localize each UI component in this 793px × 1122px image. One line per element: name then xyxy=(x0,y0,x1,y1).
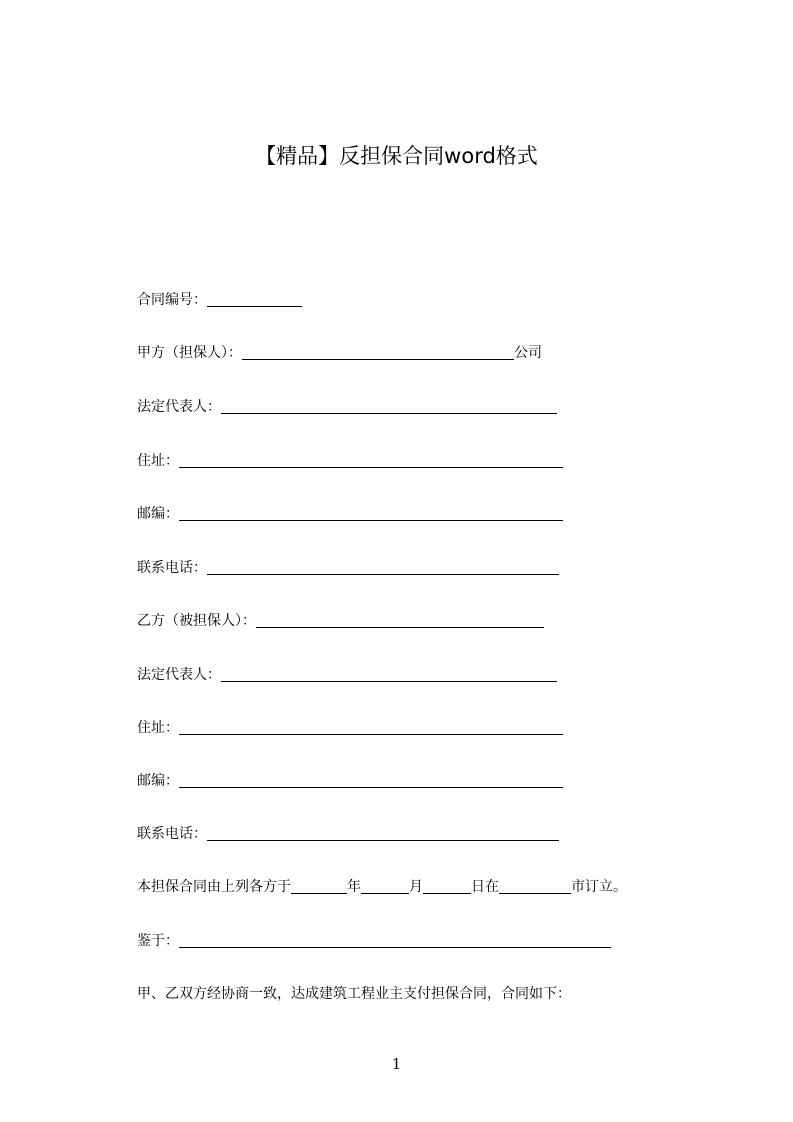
legal-rep-b-line xyxy=(137,665,557,685)
signing-prefix: 本担保合同由上列各方于 xyxy=(137,879,291,895)
signing-year-label: 年 xyxy=(347,879,361,895)
party-b-label: 乙方（被担保人）： xyxy=(137,613,256,629)
address-b-label: 住址： xyxy=(137,720,179,736)
whereas-line xyxy=(137,931,611,951)
postcode-b-line xyxy=(137,771,563,791)
whereas-label: 鉴于： xyxy=(137,933,179,949)
signing-day-label: 日在 xyxy=(471,879,499,895)
address-a-line xyxy=(137,451,563,471)
postcode-b-blank[interactable] xyxy=(179,773,563,788)
signing-month-label: 月 xyxy=(409,879,423,895)
party-a-line xyxy=(137,343,542,363)
page-number: 1 xyxy=(391,1055,402,1073)
phone-b-label: 联系电话： xyxy=(137,826,207,842)
legal-rep-a-line xyxy=(137,397,557,417)
contract-number-blank[interactable] xyxy=(207,292,302,307)
signing-suffix: 市订立。 xyxy=(571,879,627,895)
legal-rep-b-label: 法定代表人： xyxy=(137,667,221,683)
phone-b-line xyxy=(137,824,559,844)
postcode-b-label: 邮编： xyxy=(137,773,179,789)
postcode-a-blank[interactable] xyxy=(179,506,563,521)
address-b-line xyxy=(137,718,563,738)
party-b-blank[interactable] xyxy=(256,613,544,628)
legal-rep-a-blank[interactable] xyxy=(221,399,557,414)
contract-number-line xyxy=(137,290,302,310)
party-a-blank[interactable] xyxy=(242,345,514,360)
postcode-a-line xyxy=(137,504,563,524)
phone-a-blank[interactable] xyxy=(207,560,559,575)
signing-line xyxy=(137,877,627,897)
signing-year-blank[interactable] xyxy=(291,879,347,894)
party-b-line xyxy=(137,611,544,631)
address-b-blank[interactable] xyxy=(179,720,563,735)
party-a-label: 甲方（担保人）： xyxy=(137,345,242,361)
agreement-line: 甲、乙双方经协商一致，达成建筑工程业主支付担保合同，合同如下： xyxy=(137,986,571,1002)
whereas-blank[interactable] xyxy=(179,933,611,948)
address-a-blank[interactable] xyxy=(179,453,563,468)
legal-rep-b-blank[interactable] xyxy=(221,667,557,682)
document-title: 【精品】反担保合同word格式 xyxy=(255,144,538,168)
contract-number-label: 合同编号： xyxy=(137,292,207,308)
address-a-label: 住址： xyxy=(137,453,179,469)
legal-rep-a-label: 法定代表人： xyxy=(137,399,221,415)
phone-a-label: 联系电话： xyxy=(137,560,207,576)
signing-city-blank[interactable] xyxy=(499,879,571,894)
phone-a-line xyxy=(137,558,559,578)
postcode-a-label: 邮编： xyxy=(137,506,179,522)
signing-month-blank[interactable] xyxy=(361,879,409,894)
company-suffix: 公司 xyxy=(514,345,542,361)
phone-b-blank[interactable] xyxy=(207,826,559,841)
signing-day-blank[interactable] xyxy=(423,879,471,894)
